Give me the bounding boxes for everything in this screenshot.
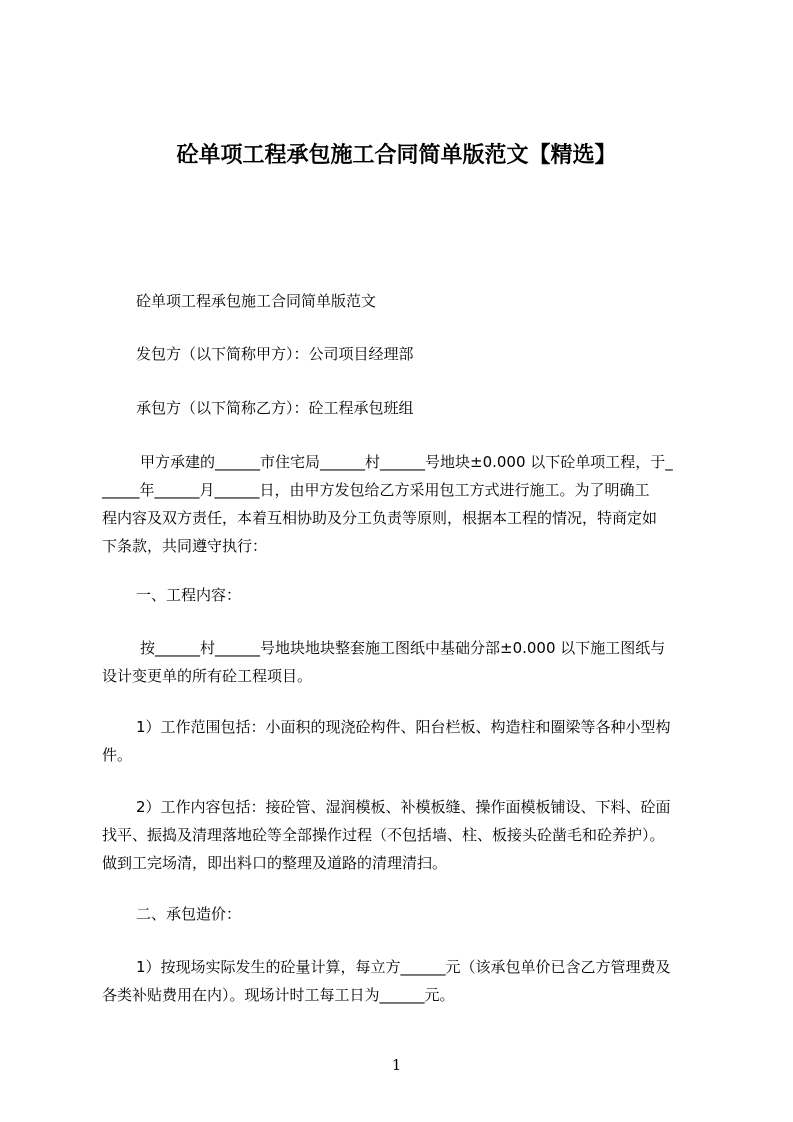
section-1-heading: 一、工程内容： [136, 586, 242, 604]
section-2-heading: 二、承包造价： [136, 905, 242, 923]
party-b-paragraph: 承包方（以下简称乙方）：砼工程承包班组 [136, 399, 414, 417]
section-1-item-2-line: 2）工作内容包括：接砼管、湿润模板、补模板缝、操作面模板铺设、下料、砼面 [136, 798, 671, 816]
section-2-item-1 [102, 953, 712, 1009]
document-title: 砼单项工程承包施工合同简单版范文【精选】 [176, 143, 617, 168]
section-1-item-2 [102, 793, 712, 877]
section-1-content-line: 设计变更单的所有砼工程项目。 [102, 667, 313, 685]
intro-line: 下条款，共同遵守执行： [102, 537, 268, 555]
page-number: 1 [391, 1056, 402, 1074]
section-2-item-1-line: 1）按现场实际发生的砼量计算，每立方______元（该承包单价已含乙方管理费及 [136, 958, 671, 976]
intro-line: _____年______月______日，由甲方发包给乙方采用包工方式进行施工。为了明确工 [102, 481, 650, 499]
intro-line: 甲方承建的______市住宅局______村______号地块±0.000 以下砼单项工程，于_ [140, 453, 673, 471]
document-heading: 砼单项工程承包施工合同简单版范文 [136, 292, 377, 310]
party-a-paragraph: 发包方（以下简称甲方）：公司项目经理部 [136, 345, 414, 363]
section-2-item-1-line: 各类补贴费用在内）。现场计时工每工日为______元。 [102, 986, 455, 1004]
section-1-item-1-line: 件。 [102, 746, 133, 764]
section-1-item-2-line: 找平、振捣及清理落地砼等全部操作过程（不包括墙、柱、板接头砼凿毛和砼养护）。 [102, 826, 665, 844]
section-1-content-line: 按______村______号地块地块整套施工图纸中基础分部±0.000 以下施工图纸与 [140, 639, 666, 657]
intro-line: 程内容及双方责任，本着互相协助及分工负责等原则，根据本工程的情况，特商定如 [102, 509, 658, 527]
intro-paragraph [102, 448, 712, 560]
section-1-item-1-line: 1）工作范围包括：小面积的现浇砼构件、阳台栏板、构造柱和圈梁等各种小型构 [136, 718, 671, 736]
section-1-item-1 [102, 713, 712, 769]
section-1-content-paragraph [102, 634, 712, 690]
section-1-item-2-line: 做到工完场清，即出料口的整理及道路的清理清扫。 [102, 854, 448, 872]
